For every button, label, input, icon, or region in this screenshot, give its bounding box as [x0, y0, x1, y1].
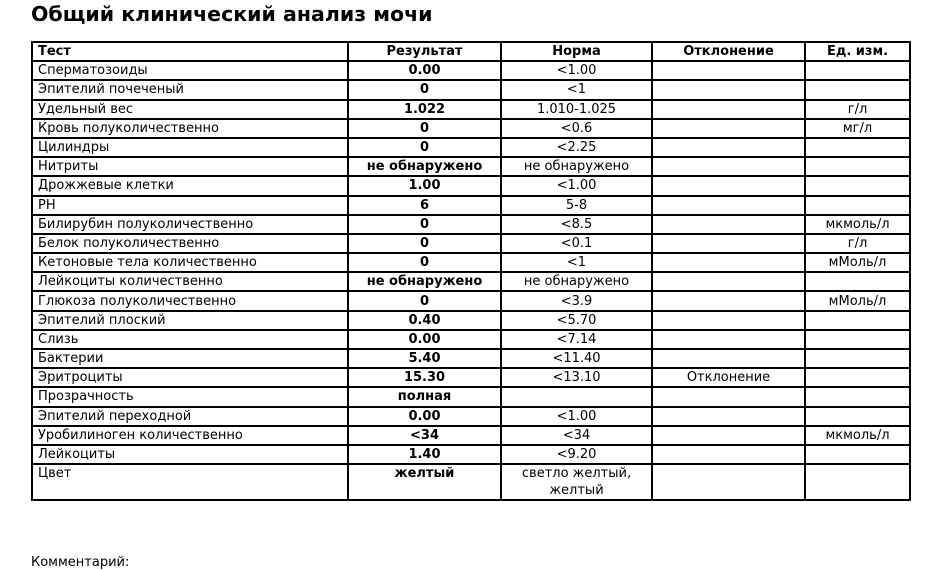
table-row — [32, 119, 910, 138]
norm-value: светло желтый, желтый — [501, 464, 652, 500]
table-row — [32, 138, 910, 157]
deviation-value — [652, 234, 805, 253]
deviation-value — [652, 119, 805, 138]
result-value: полная — [348, 387, 501, 406]
norm-value: <13.10 — [501, 368, 652, 387]
test-name: Прозрачность — [32, 387, 348, 406]
table-row — [32, 100, 910, 119]
table-row — [32, 349, 910, 368]
norm-value: <8.5 — [501, 215, 652, 234]
deviation-value — [652, 253, 805, 272]
result-value: 0 — [348, 138, 501, 157]
norm-value: <7.14 — [501, 330, 652, 349]
test-name: PH — [32, 196, 348, 215]
norm-value: <1 — [501, 253, 652, 272]
unit-value — [805, 61, 910, 80]
deviation-value — [652, 311, 805, 330]
unit-value — [805, 368, 910, 387]
unit-value — [805, 80, 910, 99]
result-value: 0 — [348, 291, 501, 310]
norm-value: 1.010-1.025 — [501, 100, 652, 119]
table-row — [32, 234, 910, 253]
result-value: 0.00 — [348, 61, 501, 80]
table-row — [32, 330, 910, 349]
result-value: 0.40 — [348, 311, 501, 330]
table-row — [32, 407, 910, 426]
table-row — [32, 80, 910, 99]
norm-value: <9.20 — [501, 445, 652, 464]
unit-value: г/л — [805, 100, 910, 119]
norm-value: 5-8 — [501, 196, 652, 215]
unit-value: мг/л — [805, 119, 910, 138]
table-row — [32, 272, 910, 291]
test-name: Эпителий плоский — [32, 311, 348, 330]
test-name: Нитриты — [32, 157, 348, 176]
table-row — [32, 291, 910, 310]
deviation-value — [652, 196, 805, 215]
test-name: Эритроциты — [32, 368, 348, 387]
unit-value: мкмоль/л — [805, 426, 910, 445]
deviation-value — [652, 445, 805, 464]
deviation-value — [652, 157, 805, 176]
table-row — [32, 215, 910, 234]
result-value: 15.30 — [348, 368, 501, 387]
table-row — [32, 253, 910, 272]
result-value: <34 — [348, 426, 501, 445]
test-name: Белок полуколичественно — [32, 234, 348, 253]
result-value: 1.022 — [348, 100, 501, 119]
norm-value: <3.9 — [501, 291, 652, 310]
comment-label: Комментарий: — [31, 555, 130, 570]
norm-value: <1.00 — [501, 176, 652, 195]
result-value: 0.00 — [348, 330, 501, 349]
norm-value: <0.1 — [501, 234, 652, 253]
page-title: Общий клинический анализ мочи — [31, 2, 433, 26]
deviation-value — [652, 291, 805, 310]
test-name: Глюкоза полуколичественно — [32, 291, 348, 310]
deviation-value — [652, 349, 805, 368]
test-name: Эпителий почеченый — [32, 80, 348, 99]
table-row — [32, 311, 910, 330]
result-value: 0 — [348, 253, 501, 272]
test-name: Цвет — [32, 464, 348, 500]
result-value: не обнаружено — [348, 272, 501, 291]
header-result: Результат — [348, 42, 501, 61]
deviation-value: Отклонение — [652, 368, 805, 387]
test-name: Уробилиноген количественно — [32, 426, 348, 445]
deviation-value — [652, 464, 805, 500]
result-value: 0 — [348, 80, 501, 99]
test-name: Цилиндры — [32, 138, 348, 157]
header-unit: Ед. изм. — [805, 42, 910, 61]
deviation-value — [652, 387, 805, 406]
unit-value — [805, 349, 910, 368]
result-value: 1.40 — [348, 445, 501, 464]
result-value: 5.40 — [348, 349, 501, 368]
test-name: Лейкоциты — [32, 445, 348, 464]
deviation-value — [652, 61, 805, 80]
unit-value — [805, 464, 910, 500]
result-value: 0 — [348, 215, 501, 234]
norm-value: не обнаружено — [501, 272, 652, 291]
table-header-row — [32, 42, 910, 61]
test-name: Слизь — [32, 330, 348, 349]
unit-value: мМоль/л — [805, 291, 910, 310]
results-table — [31, 41, 911, 501]
norm-value: не обнаружено — [501, 157, 652, 176]
test-name: Удельный вес — [32, 100, 348, 119]
unit-value — [805, 176, 910, 195]
result-value: не обнаружено — [348, 157, 501, 176]
deviation-value — [652, 407, 805, 426]
header-test: Тест — [32, 42, 348, 61]
norm-value: <11.40 — [501, 349, 652, 368]
unit-value — [805, 272, 910, 291]
test-name: Эпителий переходной — [32, 407, 348, 426]
table-row — [32, 196, 910, 215]
norm-value: <2.25 — [501, 138, 652, 157]
table-row — [32, 176, 910, 195]
table-row — [32, 157, 910, 176]
deviation-value — [652, 80, 805, 99]
header-norm: Норма — [501, 42, 652, 61]
deviation-value — [652, 215, 805, 234]
result-value: 0 — [348, 119, 501, 138]
result-value: желтый — [348, 464, 501, 500]
result-value: 0 — [348, 234, 501, 253]
unit-value: г/л — [805, 234, 910, 253]
unit-value — [805, 157, 910, 176]
norm-value: <1.00 — [501, 61, 652, 80]
test-name: Сперматозоиды — [32, 61, 348, 80]
deviation-value — [652, 138, 805, 157]
norm-value — [501, 387, 652, 406]
result-value: 6 — [348, 196, 501, 215]
unit-value — [805, 330, 910, 349]
test-name: Кетоновые тела количественно — [32, 253, 348, 272]
unit-value: мкмоль/л — [805, 215, 910, 234]
table-row — [32, 368, 910, 387]
deviation-value — [652, 426, 805, 445]
unit-value — [805, 407, 910, 426]
norm-value: <5.70 — [501, 311, 652, 330]
test-name: Бактерии — [32, 349, 348, 368]
unit-value: мМоль/л — [805, 253, 910, 272]
unit-value — [805, 138, 910, 157]
deviation-value — [652, 100, 805, 119]
table-row — [32, 426, 910, 445]
norm-value: <1.00 — [501, 407, 652, 426]
unit-value — [805, 196, 910, 215]
table-row — [32, 445, 910, 464]
test-name: Лейкоциты количественно — [32, 272, 348, 291]
header-deviation: Отклонение — [652, 42, 805, 61]
norm-value: <1 — [501, 80, 652, 99]
unit-value — [805, 445, 910, 464]
result-value: 0.00 — [348, 407, 501, 426]
table-row — [32, 464, 910, 500]
test-name: Кровь полуколичественно — [32, 119, 348, 138]
table-row — [32, 387, 910, 406]
norm-value: <0.6 — [501, 119, 652, 138]
unit-value — [805, 387, 910, 406]
deviation-value — [652, 272, 805, 291]
deviation-value — [652, 330, 805, 349]
deviation-value — [652, 176, 805, 195]
unit-value — [805, 311, 910, 330]
norm-value: <34 — [501, 426, 652, 445]
table-row — [32, 61, 910, 80]
test-name: Дрожжевые клетки — [32, 176, 348, 195]
result-value: 1.00 — [348, 176, 501, 195]
test-name: Билирубин полуколичественно — [32, 215, 348, 234]
